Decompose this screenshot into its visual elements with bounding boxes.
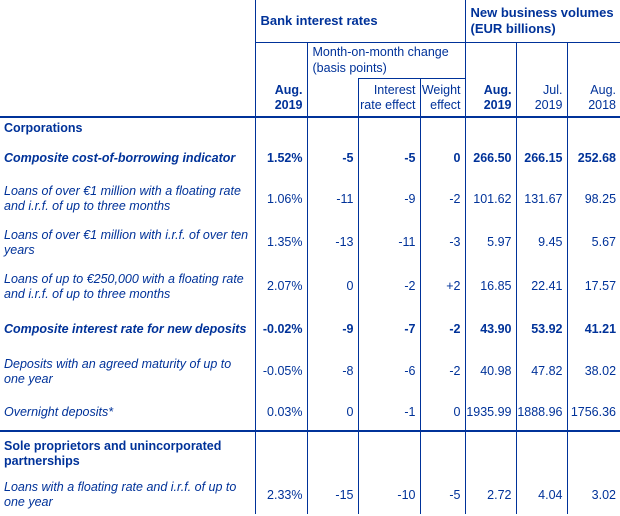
cell-volume-jul-2019: 266.15	[516, 139, 567, 177]
header-subgroup-row	[0, 42, 620, 78]
cell-interest-rate-effect	[358, 431, 420, 476]
cell-mom-change-total: -11	[307, 177, 358, 221]
cell-weight-effect: 0	[420, 139, 465, 177]
cell-mom-change-total: 0	[307, 264, 358, 309]
cell-interest-rate-effect: -1	[358, 394, 420, 431]
cell-interest-rate-effect: -11	[358, 221, 420, 264]
cell-mom-change-total: -8	[307, 349, 358, 394]
cell-volume-aug-2019: 40.98	[465, 349, 516, 394]
table-row	[0, 309, 620, 349]
header-mom-total-blank	[307, 78, 358, 117]
cell-volume-jul-2019: 53.92	[516, 309, 567, 349]
cell-volume-aug-2018: 41.21	[567, 309, 620, 349]
row-label: Deposits with an agreed maturity of up to one year	[4, 356, 232, 386]
cell-interest-rate-effect: -2	[358, 264, 420, 309]
table-row	[0, 221, 620, 264]
cell-volume-aug-2019: 1935.99	[465, 394, 516, 431]
cell-volume-jul-2019: 47.82	[516, 349, 567, 394]
cell-volume-aug-2018: 1756.36	[567, 394, 620, 431]
header-new-business-volumes: New business volumes (EUR billions)	[465, 0, 620, 42]
table-row	[0, 394, 620, 431]
cell-mom-change-total: -13	[307, 221, 358, 264]
cell-volume-aug-2018: 3.02	[567, 476, 620, 514]
cell-rate-aug-2019: -0.02%	[255, 309, 307, 349]
cell-volume-aug-2019: 101.62	[465, 177, 516, 221]
row-label: Loans of up to €250,000 with a floating rate and i.r.f. of up to three months	[4, 271, 244, 301]
header-volume-jul-2019: Jul. 2019	[516, 42, 567, 117]
cell-volume-jul-2019: 1888.96	[516, 394, 567, 431]
cell-weight-effect: -2	[420, 309, 465, 349]
cell-mom-change-total: -15	[307, 476, 358, 514]
cell-weight-effect: -3	[420, 221, 465, 264]
cell-weight-effect	[420, 117, 465, 139]
row-label: Sole proprietors and unincorporated partnerships	[0, 431, 255, 476]
cell-volume-jul-2019: 4.04	[516, 476, 567, 514]
table-body	[0, 117, 620, 514]
cell-volume-aug-2018: 5.67	[567, 221, 620, 264]
cell-volume-aug-2018	[567, 117, 620, 139]
cell-weight-effect: +2	[420, 264, 465, 309]
cell-volume-jul-2019	[516, 431, 567, 476]
cell-volume-jul-2019: 9.45	[516, 221, 567, 264]
cell-volume-jul-2019: 22.41	[516, 264, 567, 309]
cell-volume-aug-2019: 266.50	[465, 139, 516, 177]
row-label: Overnight deposits*	[4, 404, 114, 419]
table-row	[0, 177, 620, 221]
cell-volume-aug-2019: 16.85	[465, 264, 516, 309]
header-bank-interest-rates: Bank interest rates	[255, 0, 465, 42]
cell-mom-change-total	[307, 117, 358, 139]
cell-rate-aug-2019: 1.35%	[255, 221, 307, 264]
cell-volume-aug-2019	[465, 117, 516, 139]
cell-volume-jul-2019: 131.67	[516, 177, 567, 221]
table-row	[0, 117, 620, 139]
table-row	[0, 349, 620, 394]
cell-interest-rate-effect: -6	[358, 349, 420, 394]
header-volume-aug-2018: Aug. 2018	[567, 42, 620, 117]
row-label: Loans with a floating rate and i.r.f. of up to one year	[4, 480, 237, 509]
cell-rate-aug-2019: -0.05%	[255, 349, 307, 394]
cell-weight-effect: -5	[420, 476, 465, 514]
cell-interest-rate-effect: -5	[358, 139, 420, 177]
cell-mom-change-total	[307, 431, 358, 476]
cell-volume-aug-2019: 2.72	[465, 476, 516, 514]
table-row	[0, 139, 620, 177]
cell-rate-aug-2019: 1.06%	[255, 177, 307, 221]
cell-mom-change-total: -5	[307, 139, 358, 177]
row-label: Corporations	[4, 121, 83, 135]
cell-volume-aug-2019: 43.90	[465, 309, 516, 349]
cell-volume-aug-2019: 5.97	[465, 221, 516, 264]
row-label: Loans of over €1 million with i.r.f. of over ten years	[4, 227, 249, 257]
cell-mom-change-total: 0	[307, 394, 358, 431]
header-volume-aug-2019: Aug. 2019	[465, 42, 516, 117]
cell-weight-effect	[420, 431, 465, 476]
header-empty-cell	[0, 42, 255, 78]
cell-interest-rate-effect: -9	[358, 177, 420, 221]
table-row	[0, 264, 620, 309]
cell-interest-rate-effect: -7	[358, 309, 420, 349]
cell-volume-aug-2018	[567, 431, 620, 476]
cell-volume-aug-2018: 17.57	[567, 264, 620, 309]
header-month-on-month-change: Month-on-month change (basis points)	[307, 42, 465, 78]
cell-mom-change-total: -9	[307, 309, 358, 349]
cell-volume-aug-2018: 252.68	[567, 139, 620, 177]
row-label: Loans of over €1 million with a floating rate and i.r.f. of up to three months	[4, 184, 241, 213]
cell-interest-rate-effect	[358, 117, 420, 139]
row-label: Composite interest rate for new deposits	[4, 321, 247, 336]
cell-weight-effect: -2	[420, 349, 465, 394]
cell-volume-aug-2018: 38.02	[567, 349, 620, 394]
header-rate-aug-2019: Aug. 2019	[255, 42, 307, 117]
header-empty-cell	[0, 78, 255, 117]
header-group-row	[0, 0, 620, 42]
cell-volume-aug-2019	[465, 431, 516, 476]
row-label: Composite cost-of-borrowing indicator	[4, 150, 236, 165]
cell-interest-rate-effect: -10	[358, 476, 420, 514]
cell-rate-aug-2019: 2.33%	[255, 476, 307, 514]
cell-weight-effect: -2	[420, 177, 465, 221]
header-interest-rate-effect: Interest rate effect	[358, 78, 420, 117]
cell-rate-aug-2019: 1.52%	[255, 139, 307, 177]
cell-rate-aug-2019	[255, 431, 307, 476]
header-empty-corner	[0, 0, 255, 42]
cell-rate-aug-2019: 0.03%	[255, 394, 307, 431]
table-row	[0, 476, 620, 514]
cell-volume-jul-2019	[516, 117, 567, 139]
table-row	[0, 431, 620, 476]
table-header	[0, 0, 620, 117]
cell-weight-effect: 0	[420, 394, 465, 431]
cell-rate-aug-2019: 2.07%	[255, 264, 307, 309]
cell-volume-aug-2018: 98.25	[567, 177, 620, 221]
header-weight-effect: Weight effect	[420, 78, 465, 117]
cell-rate-aug-2019	[255, 117, 307, 139]
